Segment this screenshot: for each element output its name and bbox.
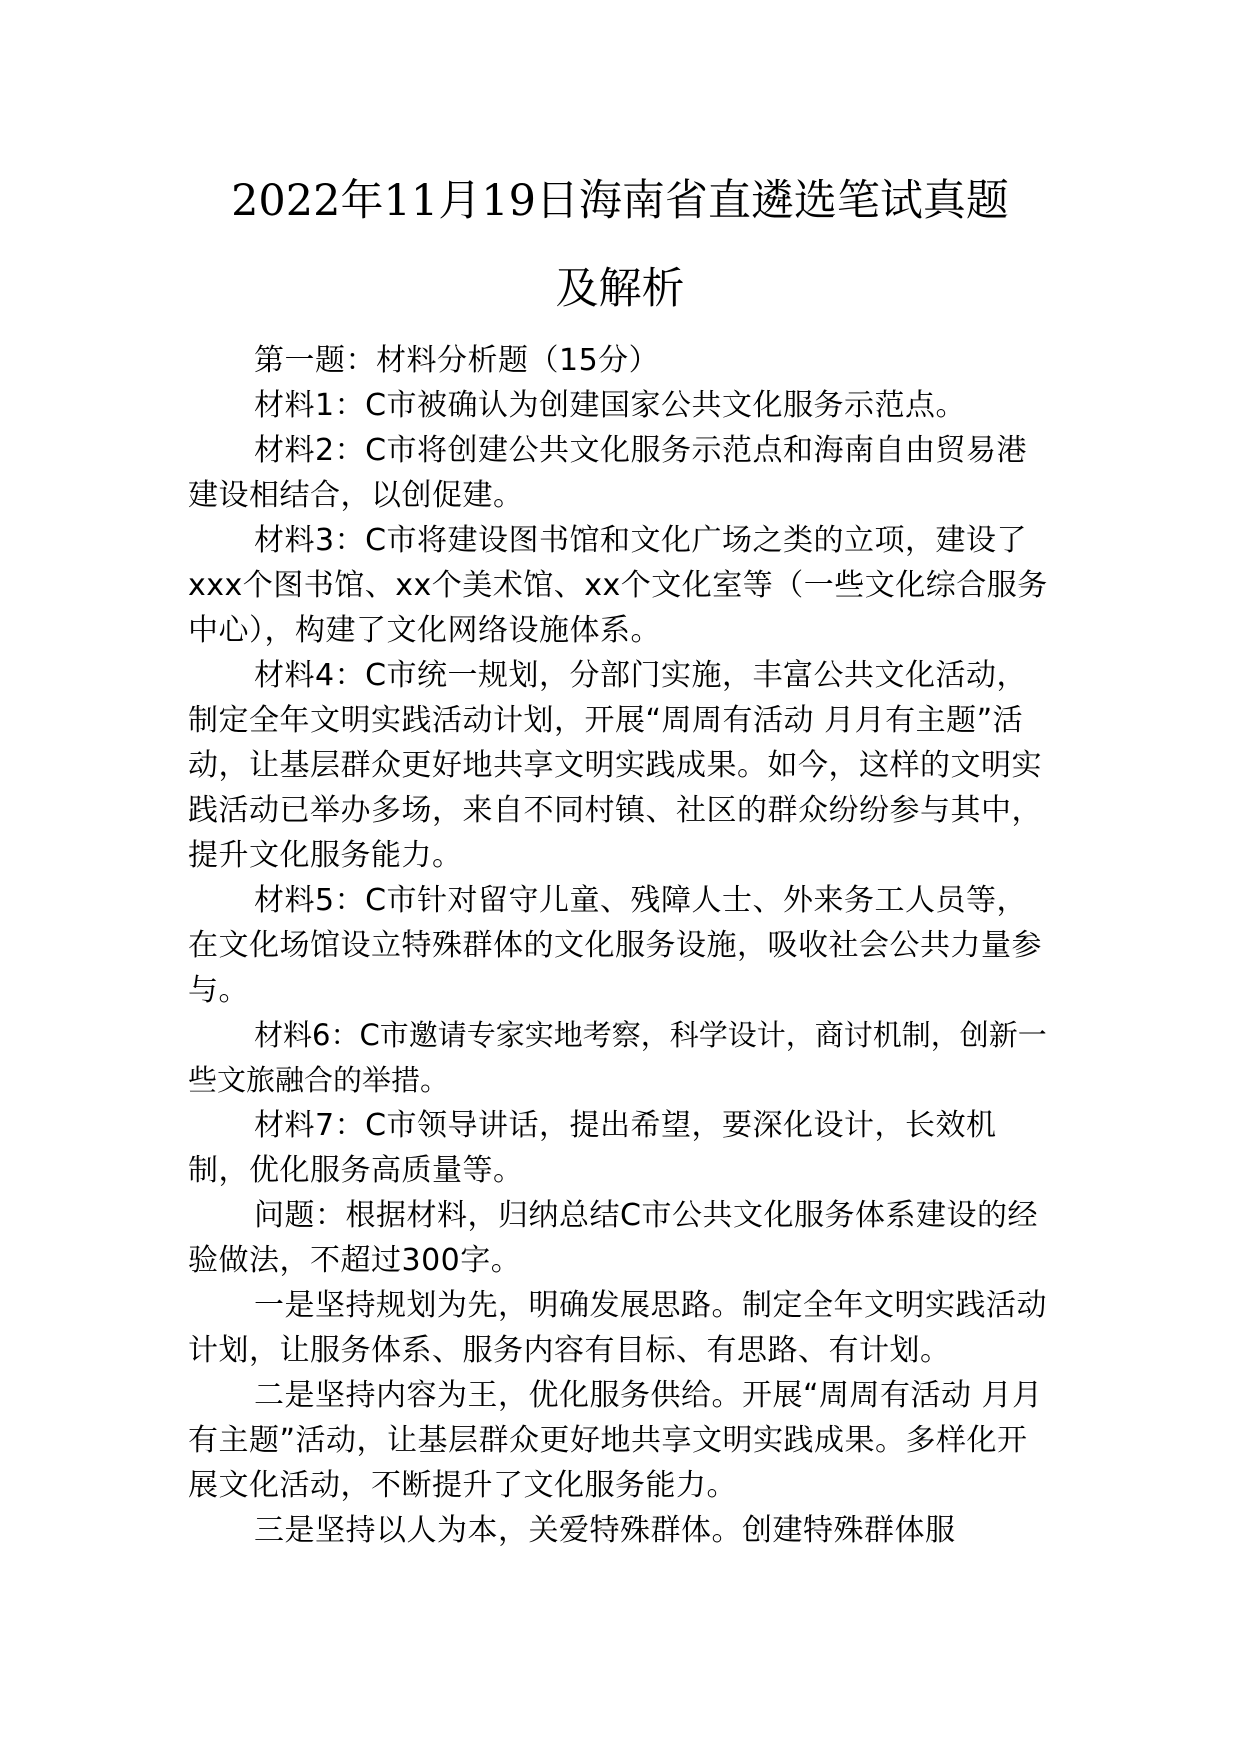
answer-point-2: 二是坚持内容为王，优化服务供给。开展“周周有活动 月月有主题”活动，让基层群众更好地共享文明实践成果。多样化开展文化活动，不断提升了文化服务能力。 [188,1378,1043,1503]
material-4: 材料4：C市统一规划，分部门实施，丰富公共文化活动，制定全年文明实践活动计划，开展“周周有活动 月月有主题”活动，让基层群众更好地共享文明实践成果。如今，这样的文明实践活动已举办多场，来自不同村镇、社区的群众纷纷参与其中，提升文化服务能力。 [188,658,1042,873]
document-body [188,338,1048,1553]
material-1: 材料1：C市被确认为创建国家公共文化服务示范点。 [254,388,967,423]
answer-point-1: 一是坚持规划为先，明确发展思路。制定全年文明实践活动计划，让服务体系、服务内容有目标、有思路、有计划。 [188,1288,1047,1368]
answer-point-3: 三是坚持以人为本，关爱特殊群体。创建特殊群体服 [254,1513,956,1548]
material-5: 材料5：C市针对留守儿童、残障人士、外来务工人员等，在文化场馆设立特殊群体的文化服务设施，吸收社会公共力量参与。 [188,883,1042,1008]
question-heading: 第一题：材料分析题（15分） [254,343,660,378]
document-title: 2022年11月19日海南省直遴选笔试真题 [231,176,1009,226]
question-prompt: 问题：根据材料，归纳总结C市公共文化服务体系建设的经验做法，不超过300字。 [188,1198,1038,1278]
document-title-continued: 及解析 [555,264,685,314]
material-6: 材料6：C市邀请专家实地考察，科学设计，商讨机制，创新一些文旅融合的举措。 [188,1018,1047,1097]
material-7: 材料7：C市领导讲话，提出希望，要深化设计，长效机制，优化服务高质量等。 [188,1108,997,1188]
material-3: 材料3：C市将建设图书馆和文化广场之类的立项，建设了xxx个图书馆、xx个美术馆、xx个文化室等（一些文化综合服务中心），构建了文化网络设施体系。 [188,523,1048,648]
material-2: 材料2：C市将创建公共文化服务示范点和海南自由贸易港建设相结合，以创促建。 [188,433,1028,513]
